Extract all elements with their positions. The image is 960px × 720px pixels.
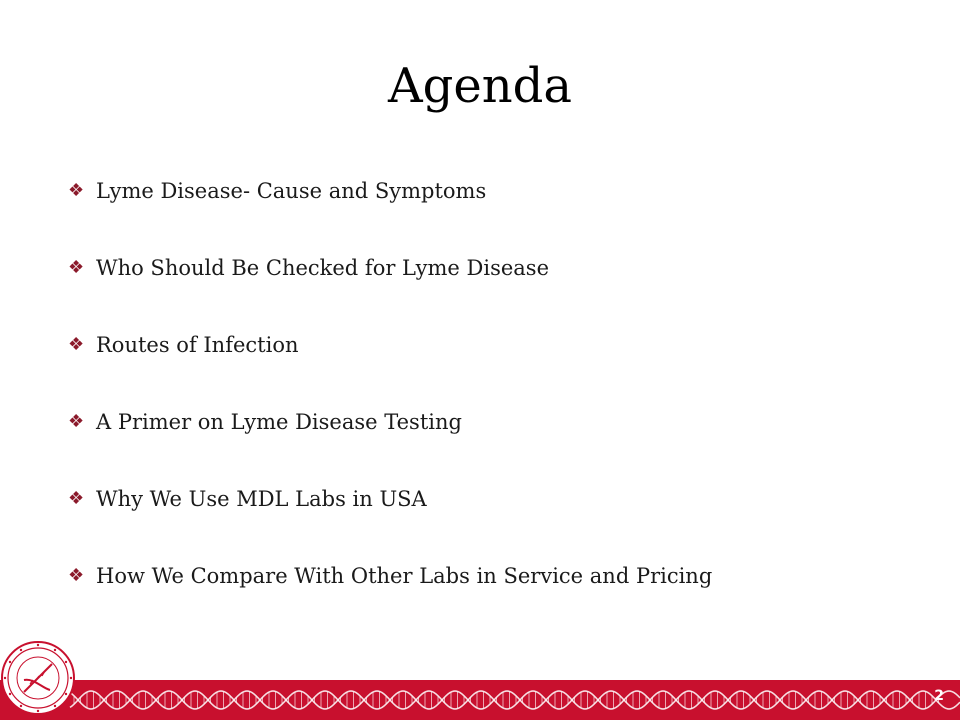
diamond-bullet-icon: ❖ xyxy=(68,180,85,201)
agenda-item-label: Lyme Disease- Cause and Symptoms xyxy=(96,179,487,203)
agenda-list xyxy=(68,176,712,638)
agenda-item xyxy=(68,176,712,253)
footer-dna-band xyxy=(0,680,960,720)
agenda-item-label: How We Compare With Other Labs in Service and Pricing xyxy=(96,564,713,588)
diamond-bullet-icon: ❖ xyxy=(68,565,85,586)
diamond-bullet-icon: ❖ xyxy=(68,411,85,432)
dna-seal-logo xyxy=(0,640,76,716)
diamond-bullet-icon: ❖ xyxy=(68,488,85,509)
agenda-item-label: Why We Use MDL Labs in USA xyxy=(96,487,427,511)
dna-pattern xyxy=(0,680,960,720)
agenda-item-label: Who Should Be Checked for Lyme Disease xyxy=(96,256,549,280)
agenda-item xyxy=(68,407,712,484)
diamond-bullet-icon: ❖ xyxy=(68,334,85,355)
agenda-item xyxy=(68,330,712,407)
agenda-item xyxy=(68,561,712,638)
agenda-item-label: A Primer on Lyme Disease Testing xyxy=(96,410,462,434)
agenda-item xyxy=(68,484,712,561)
page-number: 2 xyxy=(934,688,944,704)
slide-title: Agenda xyxy=(387,58,573,114)
agenda-item-label: Routes of Infection xyxy=(96,333,299,357)
agenda-item xyxy=(68,253,712,330)
diamond-bullet-icon: ❖ xyxy=(68,257,85,278)
